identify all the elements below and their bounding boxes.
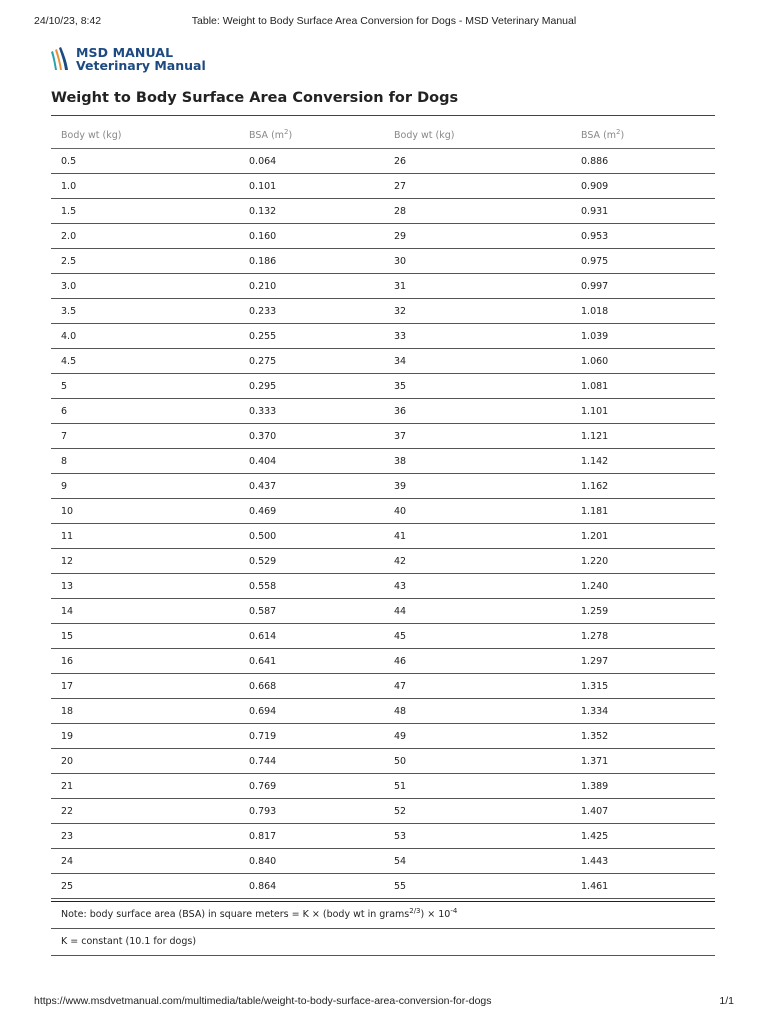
cell-bsa-1: 0.719 [239,724,384,749]
msd-book-icon [49,46,71,72]
cell-bsa-2: 1.297 [571,649,715,674]
table-row [51,449,715,474]
constant-note: K = constant (10.1 for dogs) [51,929,715,956]
bsa-conversion-table [51,122,715,899]
cell-bsa-1: 0.769 [239,774,384,799]
cell-bsa-1: 0.160 [239,224,384,249]
cell-body-wt-1: 4.5 [51,349,239,374]
table-row [51,374,715,399]
cell-bsa-1: 0.793 [239,799,384,824]
table-row [51,249,715,274]
cell-body-wt-1: 6 [51,399,239,424]
print-date: 24/10/23, 8:42 [34,15,102,27]
table-row [51,474,715,499]
table-row [51,574,715,599]
cell-body-wt-1: 2.0 [51,224,239,249]
cell-bsa-1: 0.233 [239,299,384,324]
table-row [51,849,715,874]
cell-bsa-1: 0.529 [239,549,384,574]
cell-body-wt-1: 15 [51,624,239,649]
cell-body-wt-1: 22 [51,799,239,824]
cell-bsa-1: 0.668 [239,674,384,699]
table-row [51,349,715,374]
cell-bsa-1: 0.864 [239,874,384,899]
cell-body-wt-1: 24 [51,849,239,874]
cell-body-wt-2: 31 [384,274,571,299]
cell-bsa-2: 0.953 [571,224,715,249]
cell-bsa-2: 1.181 [571,499,715,524]
table-row [51,799,715,824]
table-row [51,649,715,674]
cell-body-wt-1: 2.5 [51,249,239,274]
cell-body-wt-1: 3.0 [51,274,239,299]
cell-bsa-2: 1.259 [571,599,715,624]
header-body-wt-2: Body wt (kg) [384,122,571,149]
cell-body-wt-1: 4.0 [51,324,239,349]
table-row [51,324,715,349]
cell-bsa-2: 1.220 [571,549,715,574]
cell-body-wt-2: 47 [384,674,571,699]
table-row [51,674,715,699]
cell-body-wt-2: 54 [384,849,571,874]
cell-body-wt-2: 50 [384,749,571,774]
cell-bsa-2: 1.407 [571,799,715,824]
table-row [51,874,715,899]
cell-bsa-2: 1.334 [571,699,715,724]
cell-bsa-2: 1.425 [571,824,715,849]
cell-bsa-2: 1.461 [571,874,715,899]
table-row [51,699,715,724]
table-body [51,149,715,899]
cell-bsa-1: 0.437 [239,474,384,499]
title-divider [51,115,715,116]
cell-bsa-2: 0.975 [571,249,715,274]
page-title: Weight to Body Surface Area Conversion for Dogs [51,90,459,106]
cell-bsa-1: 0.694 [239,699,384,724]
cell-body-wt-1: 25 [51,874,239,899]
cell-bsa-2: 0.931 [571,199,715,224]
cell-bsa-2: 1.142 [571,449,715,474]
cell-body-wt-1: 0.5 [51,149,239,174]
cell-bsa-2: 1.443 [571,849,715,874]
cell-bsa-1: 0.500 [239,524,384,549]
header-body-wt-1: Body wt (kg) [51,122,239,149]
cell-bsa-2: 1.352 [571,724,715,749]
cell-bsa-1: 0.101 [239,174,384,199]
cell-body-wt-1: 9 [51,474,239,499]
cell-body-wt-1: 21 [51,774,239,799]
cell-body-wt-1: 17 [51,674,239,699]
cell-body-wt-2: 42 [384,549,571,574]
cell-body-wt-2: 44 [384,599,571,624]
table-row [51,499,715,524]
cell-bsa-2: 1.101 [571,399,715,424]
table-row [51,174,715,199]
cell-body-wt-1: 12 [51,549,239,574]
cell-body-wt-2: 35 [384,374,571,399]
table-header-row [51,122,715,149]
formula-note: Note: body surface area (BSA) in square meters = K × (body wt in grams$^{2/3}$) × $10^{-4}$ [51,902,715,929]
print-url: https://www.msdvetmanual.com/multimedia/table/weight-to-body-surface-area-conversion-for-dogs [34,995,492,1007]
table-notes [51,901,715,956]
cell-body-wt-2: 28 [384,199,571,224]
header-bsa-1: BSA $(m^2)$ [239,122,384,149]
cell-body-wt-2: 49 [384,724,571,749]
cell-body-wt-2: 45 [384,624,571,649]
msd-manual-logo[interactable] [49,44,206,74]
cell-bsa-1: 0.370 [239,424,384,449]
table-row [51,549,715,574]
cell-body-wt-2: 41 [384,524,571,549]
cell-body-wt-2: 39 [384,474,571,499]
table-row [51,599,715,624]
cell-body-wt-1: 1.5 [51,199,239,224]
cell-bsa-1: 0.064 [239,149,384,174]
cell-bsa-1: 0.587 [239,599,384,624]
cell-body-wt-2: 34 [384,349,571,374]
cell-body-wt-2: 37 [384,424,571,449]
cell-body-wt-1: 3.5 [51,299,239,324]
cell-body-wt-2: 27 [384,174,571,199]
cell-bsa-2: 0.886 [571,149,715,174]
table-row [51,399,715,424]
cell-bsa-2: 1.315 [571,674,715,699]
cell-body-wt-2: 43 [384,574,571,599]
table-row [51,749,715,774]
logo-line-2: Veterinary Manual [76,58,206,73]
cell-body-wt-2: 32 [384,299,571,324]
cell-body-wt-1: 16 [51,649,239,674]
cell-body-wt-1: 18 [51,699,239,724]
header-bsa-2: BSA $(m^2)$ [571,122,715,149]
cell-body-wt-2: 36 [384,399,571,424]
cell-body-wt-2: 40 [384,499,571,524]
cell-body-wt-1: 19 [51,724,239,749]
cell-bsa-1: 0.275 [239,349,384,374]
cell-bsa-1: 0.210 [239,274,384,299]
cell-bsa-1: 0.641 [239,649,384,674]
cell-bsa-2: 1.060 [571,349,715,374]
cell-bsa-1: 0.295 [239,374,384,399]
cell-bsa-2: 1.081 [571,374,715,399]
table-row [51,524,715,549]
cell-bsa-2: 1.121 [571,424,715,449]
cell-bsa-1: 0.744 [239,749,384,774]
cell-bsa-2: 1.018 [571,299,715,324]
cell-bsa-1: 0.333 [239,399,384,424]
cell-bsa-2: 1.039 [571,324,715,349]
cell-bsa-2: 1.278 [571,624,715,649]
cell-bsa-1: 0.255 [239,324,384,349]
cell-bsa-2: 1.389 [571,774,715,799]
cell-bsa-1: 0.558 [239,574,384,599]
cell-body-wt-1: 1.0 [51,174,239,199]
cell-bsa-2: 1.162 [571,474,715,499]
cell-body-wt-1: 14 [51,599,239,624]
print-footer [34,995,734,1011]
table-row [51,224,715,249]
cell-body-wt-2: 46 [384,649,571,674]
cell-body-wt-2: 48 [384,699,571,724]
logo-wordmark [76,46,206,72]
cell-body-wt-2: 29 [384,224,571,249]
cell-bsa-2: 1.201 [571,524,715,549]
cell-bsa-1: 0.186 [239,249,384,274]
table-row [51,624,715,649]
table-row [51,424,715,449]
cell-body-wt-1: 5 [51,374,239,399]
cell-body-wt-2: 26 [384,149,571,174]
cell-body-wt-2: 52 [384,799,571,824]
cell-bsa-1: 0.404 [239,449,384,474]
cell-body-wt-1: 20 [51,749,239,774]
cell-bsa-2: 1.371 [571,749,715,774]
cell-body-wt-1: 23 [51,824,239,849]
cell-body-wt-2: 30 [384,249,571,274]
cell-bsa-1: 0.817 [239,824,384,849]
cell-body-wt-1: 8 [51,449,239,474]
table-row [51,824,715,849]
cell-bsa-2: 0.909 [571,174,715,199]
cell-body-wt-2: 55 [384,874,571,899]
cell-body-wt-1: 13 [51,574,239,599]
cell-body-wt-2: 51 [384,774,571,799]
print-page-number: 1/1 [719,995,734,1007]
cell-body-wt-1: 10 [51,499,239,524]
table-row [51,299,715,324]
cell-body-wt-2: 38 [384,449,571,474]
table-row [51,274,715,299]
table-row [51,774,715,799]
cell-body-wt-1: 11 [51,524,239,549]
cell-body-wt-2: 53 [384,824,571,849]
table-row [51,724,715,749]
cell-bsa-1: 0.614 [239,624,384,649]
table-row [51,149,715,174]
print-page-title: Table: Weight to Body Surface Area Conversion for Dogs - MSD Veterinary Manual [191,15,577,27]
logo-line-1: MSD MANUAL [76,45,174,60]
cell-bsa-1: 0.469 [239,499,384,524]
table-row [51,199,715,224]
cell-bsa-2: 0.997 [571,274,715,299]
cell-bsa-1: 0.132 [239,199,384,224]
cell-body-wt-1: 7 [51,424,239,449]
cell-bsa-2: 1.240 [571,574,715,599]
cell-body-wt-2: 33 [384,324,571,349]
cell-bsa-1: 0.840 [239,849,384,874]
print-header [34,15,734,31]
